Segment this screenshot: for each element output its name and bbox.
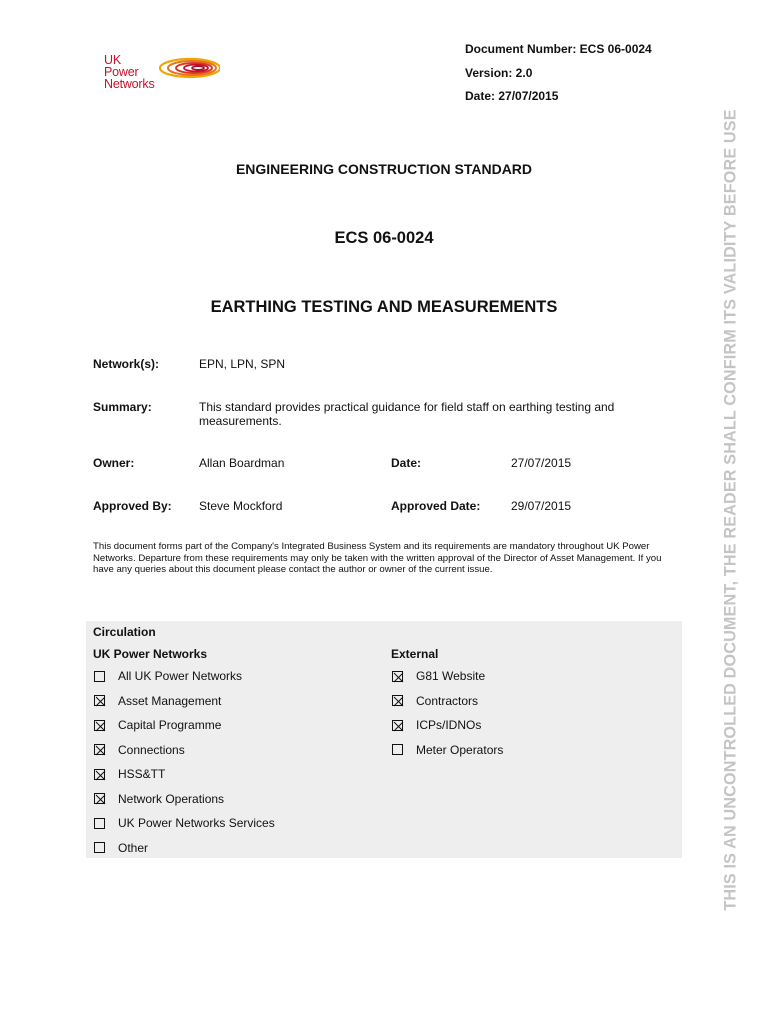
circulation-item-label: Meter Operators <box>416 742 504 757</box>
circulation-item-label: All UK Power Networks <box>118 669 243 683</box>
logo-line-3: Networks <box>104 77 155 91</box>
standard-type: ENGINEERING CONSTRUCTION STANDARD <box>235 161 533 177</box>
validity-watermark: THIS IS AN UNCONTROLLED DOCUMENT, THE READER SHALL CONFIRM ITS VALIDITY BEFORE USE <box>721 109 740 911</box>
circulation-item <box>94 669 242 683</box>
circulation-item-label: Capital Programme <box>118 718 222 732</box>
circulation-item <box>392 669 485 683</box>
disclaimer-text: This document forms part of the Company's Integrated Business System and its requirements are mandatory throughout UK Power Networks. Departure from these requirements may only be taken with the written approval of the Director of Asset Management. If you have any queries about this document please contact the author or owner of the current issue. <box>93 541 662 575</box>
document-meta <box>465 42 652 113</box>
unchecked-checkbox-icon[interactable] <box>94 842 105 853</box>
approved-date-value: 29/07/2015 <box>511 499 572 513</box>
checked-checkbox-icon[interactable] <box>94 695 105 706</box>
circulation-item <box>392 743 503 757</box>
circulation-item-label: Network Operations <box>118 791 225 806</box>
date-label: Date: <box>391 456 422 470</box>
circulation-item <box>94 694 221 708</box>
checked-checkbox-icon[interactable] <box>392 671 403 682</box>
document-version: Version: 2.0 <box>465 65 533 80</box>
circulation-item-label: ICPs/IDNOs <box>416 718 482 732</box>
circulation-item-label: Asset Management <box>118 693 222 708</box>
summary-value: This standard provides practical guidance for field staff on earthing testing and measurements. <box>199 400 615 428</box>
circulation-item-label: Contractors <box>416 693 479 708</box>
networks-value: EPN, LPN, SPN <box>199 357 286 371</box>
owner-label: Owner: <box>93 456 135 470</box>
checked-checkbox-icon[interactable] <box>94 769 105 780</box>
checked-checkbox-icon[interactable] <box>392 695 403 706</box>
company-logo <box>104 50 234 102</box>
logo-line-1: UK <box>104 53 121 67</box>
internal-heading: UK Power Networks <box>93 647 208 661</box>
checked-checkbox-icon[interactable] <box>94 744 105 755</box>
approved-by-value: Steve Mockford <box>199 499 283 513</box>
approved-date-label: Approved Date: <box>391 499 481 513</box>
circulation-item <box>94 816 275 830</box>
summary-label: Summary: <box>93 400 152 414</box>
logo-line-2: Power <box>104 65 139 79</box>
circulation-item <box>392 718 481 732</box>
circulation-item-label: Other <box>118 840 149 855</box>
standard-title: EARTHING TESTING AND MEASUREMENTS <box>210 298 558 316</box>
checked-checkbox-icon[interactable] <box>392 720 403 731</box>
approved-by-label: Approved By: <box>93 499 172 513</box>
unchecked-checkbox-icon[interactable] <box>392 744 403 755</box>
networks-label: Network(s): <box>93 357 160 371</box>
circulation-item-label: UK Power Networks Services <box>118 816 275 830</box>
document-date: Date: 27/07/2015 <box>465 89 559 103</box>
circulation-panel <box>86 621 682 858</box>
circulation-item <box>94 767 165 781</box>
checked-checkbox-icon[interactable] <box>94 793 105 804</box>
circulation-item-label: HSS&TT <box>118 767 166 781</box>
external-heading: External <box>391 647 439 661</box>
document-number: Document Number: ECS 06-0024 <box>465 42 652 56</box>
unchecked-checkbox-icon[interactable] <box>94 818 105 829</box>
logo-swoosh-icon <box>140 52 220 88</box>
circulation-item-label: G81 Website <box>416 669 486 683</box>
circulation-heading: Circulation <box>93 625 156 639</box>
circulation-item <box>94 792 224 806</box>
circulation-item <box>392 694 478 708</box>
circulation-item <box>94 743 185 757</box>
standard-code: ECS 06-0024 <box>334 229 434 247</box>
circulation-item-label: Connections <box>118 742 185 757</box>
date-value: 27/07/2015 <box>511 456 572 470</box>
circulation-item <box>94 841 148 855</box>
unchecked-checkbox-icon[interactable] <box>94 671 105 682</box>
circulation-item <box>94 718 221 732</box>
checked-checkbox-icon[interactable] <box>94 720 105 731</box>
owner-value: Allan Boardman <box>199 456 285 470</box>
